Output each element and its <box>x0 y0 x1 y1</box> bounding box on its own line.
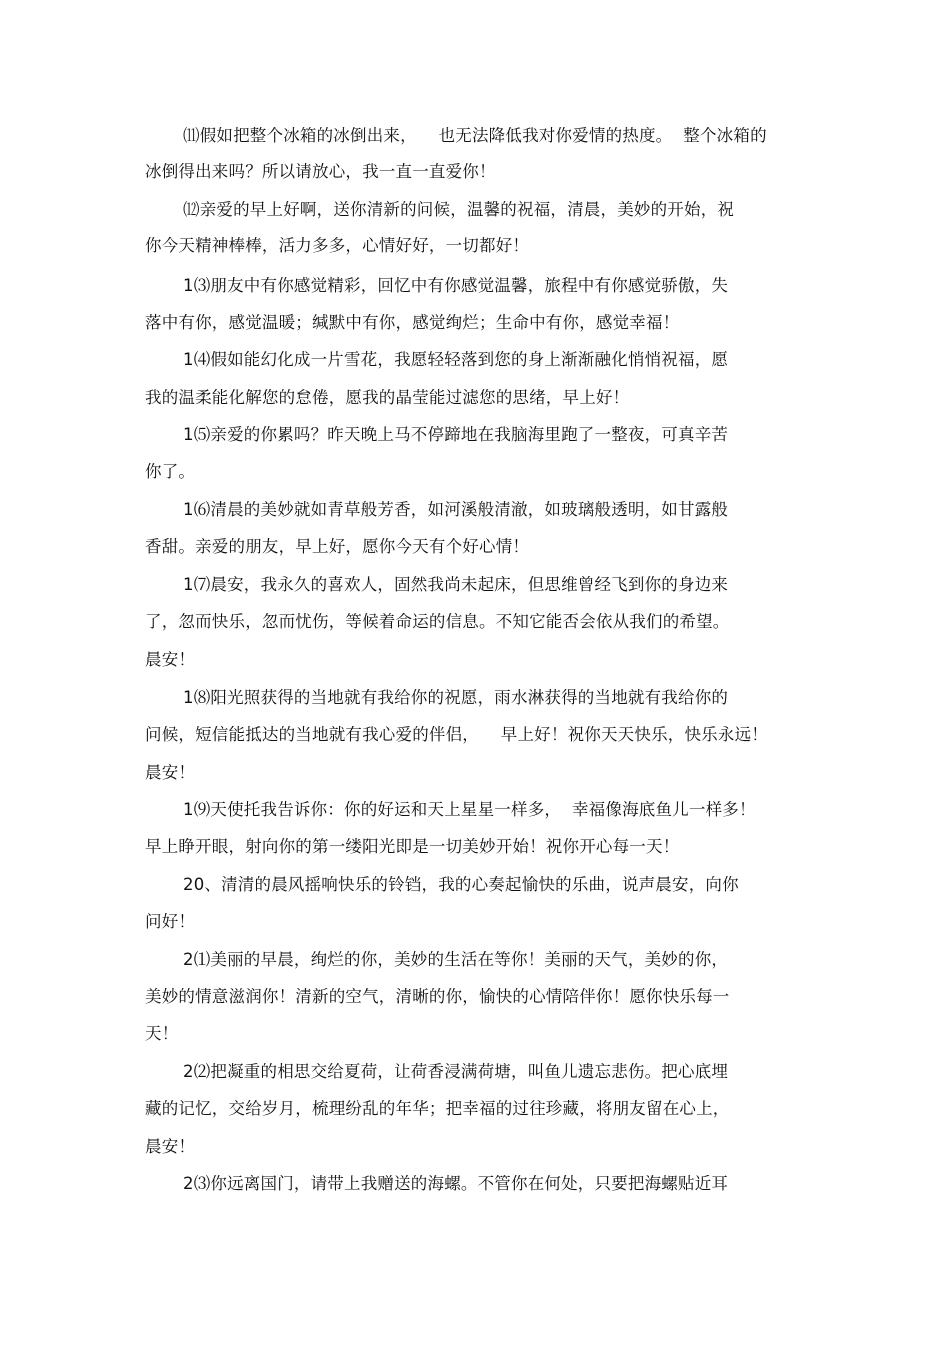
text-line: 1⑷假如能幻化成一片雪花，我愿轻轻落到您的身上渐渐融化悄悄祝福，愿 <box>183 350 729 369</box>
text-line: 2⑴美丽的早晨，绚烂的你，美妙的生活在等你！美丽的天气，美妙的你， <box>183 950 729 969</box>
text-line: 2⑵把凝重的相思交给夏荷，让荷香浸满荷塘，叫鱼儿遗忘悲伤。把心底埋 <box>183 1062 729 1081</box>
text-line: 你了。 <box>145 462 196 481</box>
text-line: 1⑸亲爱的你累吗？昨天晚上马不停蹄地在我脑海里跑了一整夜，可真辛苦 <box>183 425 729 444</box>
text-line: 早上睁开眼，射向你的第一缕阳光即是一切美妙开始！祝你开心每一天！ <box>145 837 680 856</box>
text-line: 2⑶你远离国门，请带上我赠送的海螺。不管你在何处，只要把海螺贴近耳 <box>183 1174 729 1193</box>
text-line: 我的温柔能化解您的怠倦，愿我的晶莹能过滤您的思绪，早上好！ <box>145 388 630 407</box>
text-line: 20、清清的晨风摇响快乐的铃铛，我的心奏起愉快的乐曲，说声晨安，向你 <box>183 875 739 894</box>
text-line: 了，忽而快乐，忽而忧伤，等候着命运的信息。不知它能否会依从我们的希望。 <box>145 612 730 631</box>
text-line: 晨安！ <box>145 763 196 782</box>
text-line: 1⑺晨安，我永久的喜欢人，固然我尚未起床，但思维曾经飞到你的身边来 <box>183 575 729 594</box>
text-line: ⑿亲爱的早上好啊，送你清新的问候，温馨的祝福，清晨，美妙的开始，祝 <box>183 200 735 219</box>
text-line: 天！ <box>145 1024 179 1043</box>
text-line: 落中有你，感觉温暖；缄默中有你，感觉绚烂；生命中有你，感觉幸福！ <box>145 313 680 332</box>
text-line: 香甜。亲爱的朋友，早上好，愿你今天有个好心情！ <box>145 537 530 556</box>
text-line: 美妙的情意滋润你！清新的空气，清晰的你，愉快的心情陪伴你！愿你快乐每一 <box>145 987 730 1006</box>
text-line: ⑾假如把整个冰箱的冰倒出来， 也无法降低我对你爱情的热度。 整个冰箱的 <box>183 126 767 145</box>
text-line: 问好！ <box>145 912 196 931</box>
text-line: 晨安！ <box>145 1137 196 1156</box>
text-line: 1⑹清晨的美妙就如青草般芳香，如河溪般清澈，如玻璃般透明，如甘露般 <box>183 500 729 519</box>
text-line: 问候，短信能抵达的当地就有我心爱的伴侣， 早上好！祝你天天快乐，快乐永远！ <box>145 725 768 744</box>
text-line: 晨安！ <box>145 650 196 669</box>
text-line: 1⑻阳光照获得的当地就有我给你的祝愿，雨水淋获得的当地就有我给你的 <box>183 688 729 707</box>
text-line: 你今天精神棒棒，活力多多，心情好好，一切都好！ <box>145 236 530 255</box>
text-line: 1⑼天使托我告诉你：你的好运和天上星星一样多， 幸福像海底鱼儿一样多！ <box>183 800 756 819</box>
text-line: 1⑶朋友中有你感觉精彩，回忆中有你感觉温馨，旅程中有你感觉骄傲，失 <box>183 276 729 295</box>
text-line: 藏的记忆，交给岁月，梳理纷乱的年华；把幸福的过往珍藏，将朋友留在心上， <box>145 1099 730 1118</box>
text-line: 冰倒得出来吗？所以请放心，我一直一直爱你！ <box>145 162 496 181</box>
